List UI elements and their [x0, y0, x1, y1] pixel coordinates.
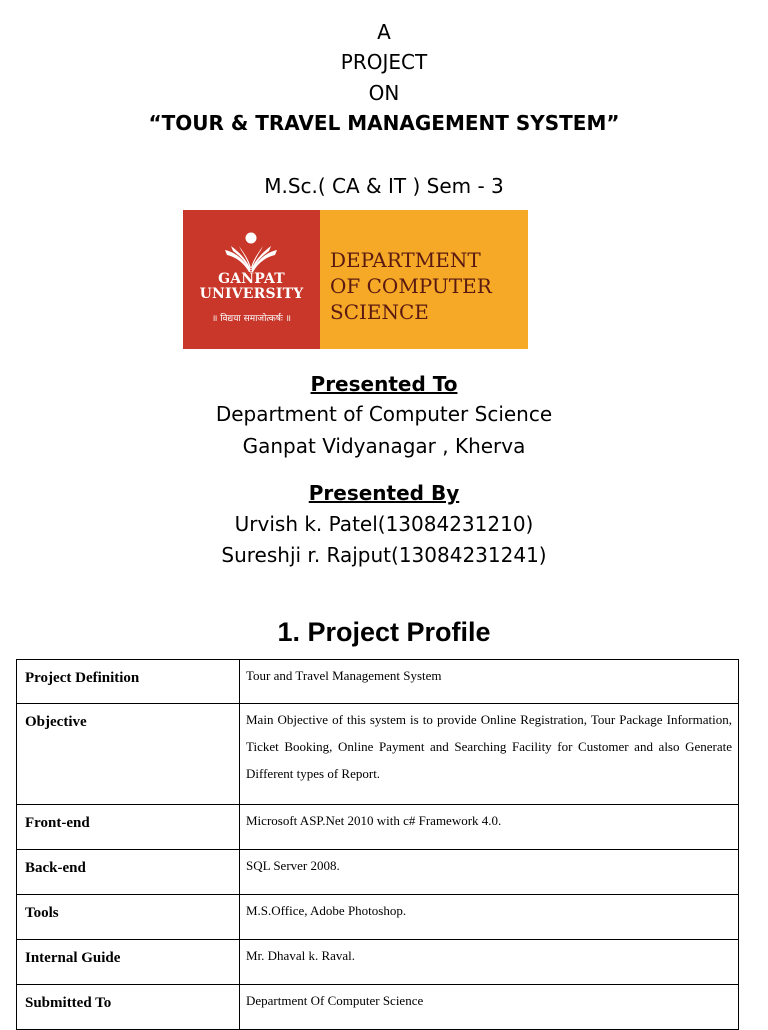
logo-university-line2: UNIVERSITY [199, 286, 304, 302]
project-profile-table [16, 659, 739, 1030]
logo-university-name [183, 272, 320, 302]
row-label: Tools [17, 895, 240, 940]
table-row [17, 660, 739, 704]
presented-by-member2: Sureshji r. Rajput(13084231241) [221, 543, 547, 567]
row-value-text: Microsoft ASP.Net 2010 with c# Framework 4.0. [246, 813, 502, 828]
table-row [17, 985, 739, 1030]
row-value [240, 985, 739, 1030]
logo-university-line1: GANPAT [218, 271, 285, 287]
table-row [17, 850, 739, 895]
row-label: Submitted To [17, 985, 240, 1030]
section-title: 1. Project Profile [277, 617, 491, 647]
title-line-a: A [377, 20, 391, 44]
university-logo [183, 210, 528, 349]
title-line-project: PROJECT [340, 50, 428, 74]
presented-to-line1: Department of Computer Science [215, 402, 553, 426]
open-book-emblem-icon [221, 230, 281, 275]
logo-department-panel [320, 210, 528, 349]
row-value-text: Department Of Computer Science [246, 993, 424, 1008]
logo-dept-line3: SCIENCE [330, 300, 429, 324]
logo-dept-line1: DEPARTMENT [330, 248, 481, 272]
logo-dept-line2: OF COMPUTER [330, 274, 492, 298]
table-row [17, 940, 739, 985]
project-title: “TOUR & TRAVEL MANAGEMENT SYSTEM” [148, 111, 620, 135]
row-value [240, 850, 739, 895]
logo-department-name [330, 247, 492, 325]
row-value [240, 704, 739, 805]
logo-university-panel [183, 210, 320, 349]
row-label: Objective [17, 704, 240, 805]
row-value [240, 805, 739, 850]
row-value-text: M.S.Office, Adobe Photoshop. [246, 903, 407, 918]
row-value-text: Mr. Dhaval k. Raval. [246, 948, 356, 963]
row-label: Back-end [17, 850, 240, 895]
table-row [17, 895, 739, 940]
table-row [17, 704, 739, 805]
logo-motto: ॥ विद्यया समाजोत्कर्षः ॥ [211, 314, 292, 324]
row-value [240, 895, 739, 940]
row-value-text: SQL Server 2008. [246, 858, 340, 873]
row-label: Project Definition [17, 660, 240, 704]
presented-by-member1: Urvish k. Patel(13084231210) [234, 512, 534, 536]
row-label: Internal Guide [17, 940, 240, 985]
presented-to-heading: Presented To [310, 372, 458, 396]
row-value [240, 660, 739, 704]
title-line-on: ON [368, 81, 400, 105]
row-value-text: Main Objective of this system is to provide Online Registration, Tour Package Information, Ticket Booking, Online Payment and Searching Facility for Customer and also Generate Different types of Report. [246, 712, 732, 781]
row-value-text: Tour and Travel Management System [246, 668, 442, 683]
presented-by-heading: Presented By [308, 481, 460, 505]
presented-to-line2: Ganpat Vidyanagar , Kherva [242, 434, 526, 458]
row-value [240, 940, 739, 985]
row-label: Front-end [17, 805, 240, 850]
course-line: M.Sc.( CA & IT ) Sem - 3 [264, 174, 504, 198]
table-row [17, 805, 739, 850]
